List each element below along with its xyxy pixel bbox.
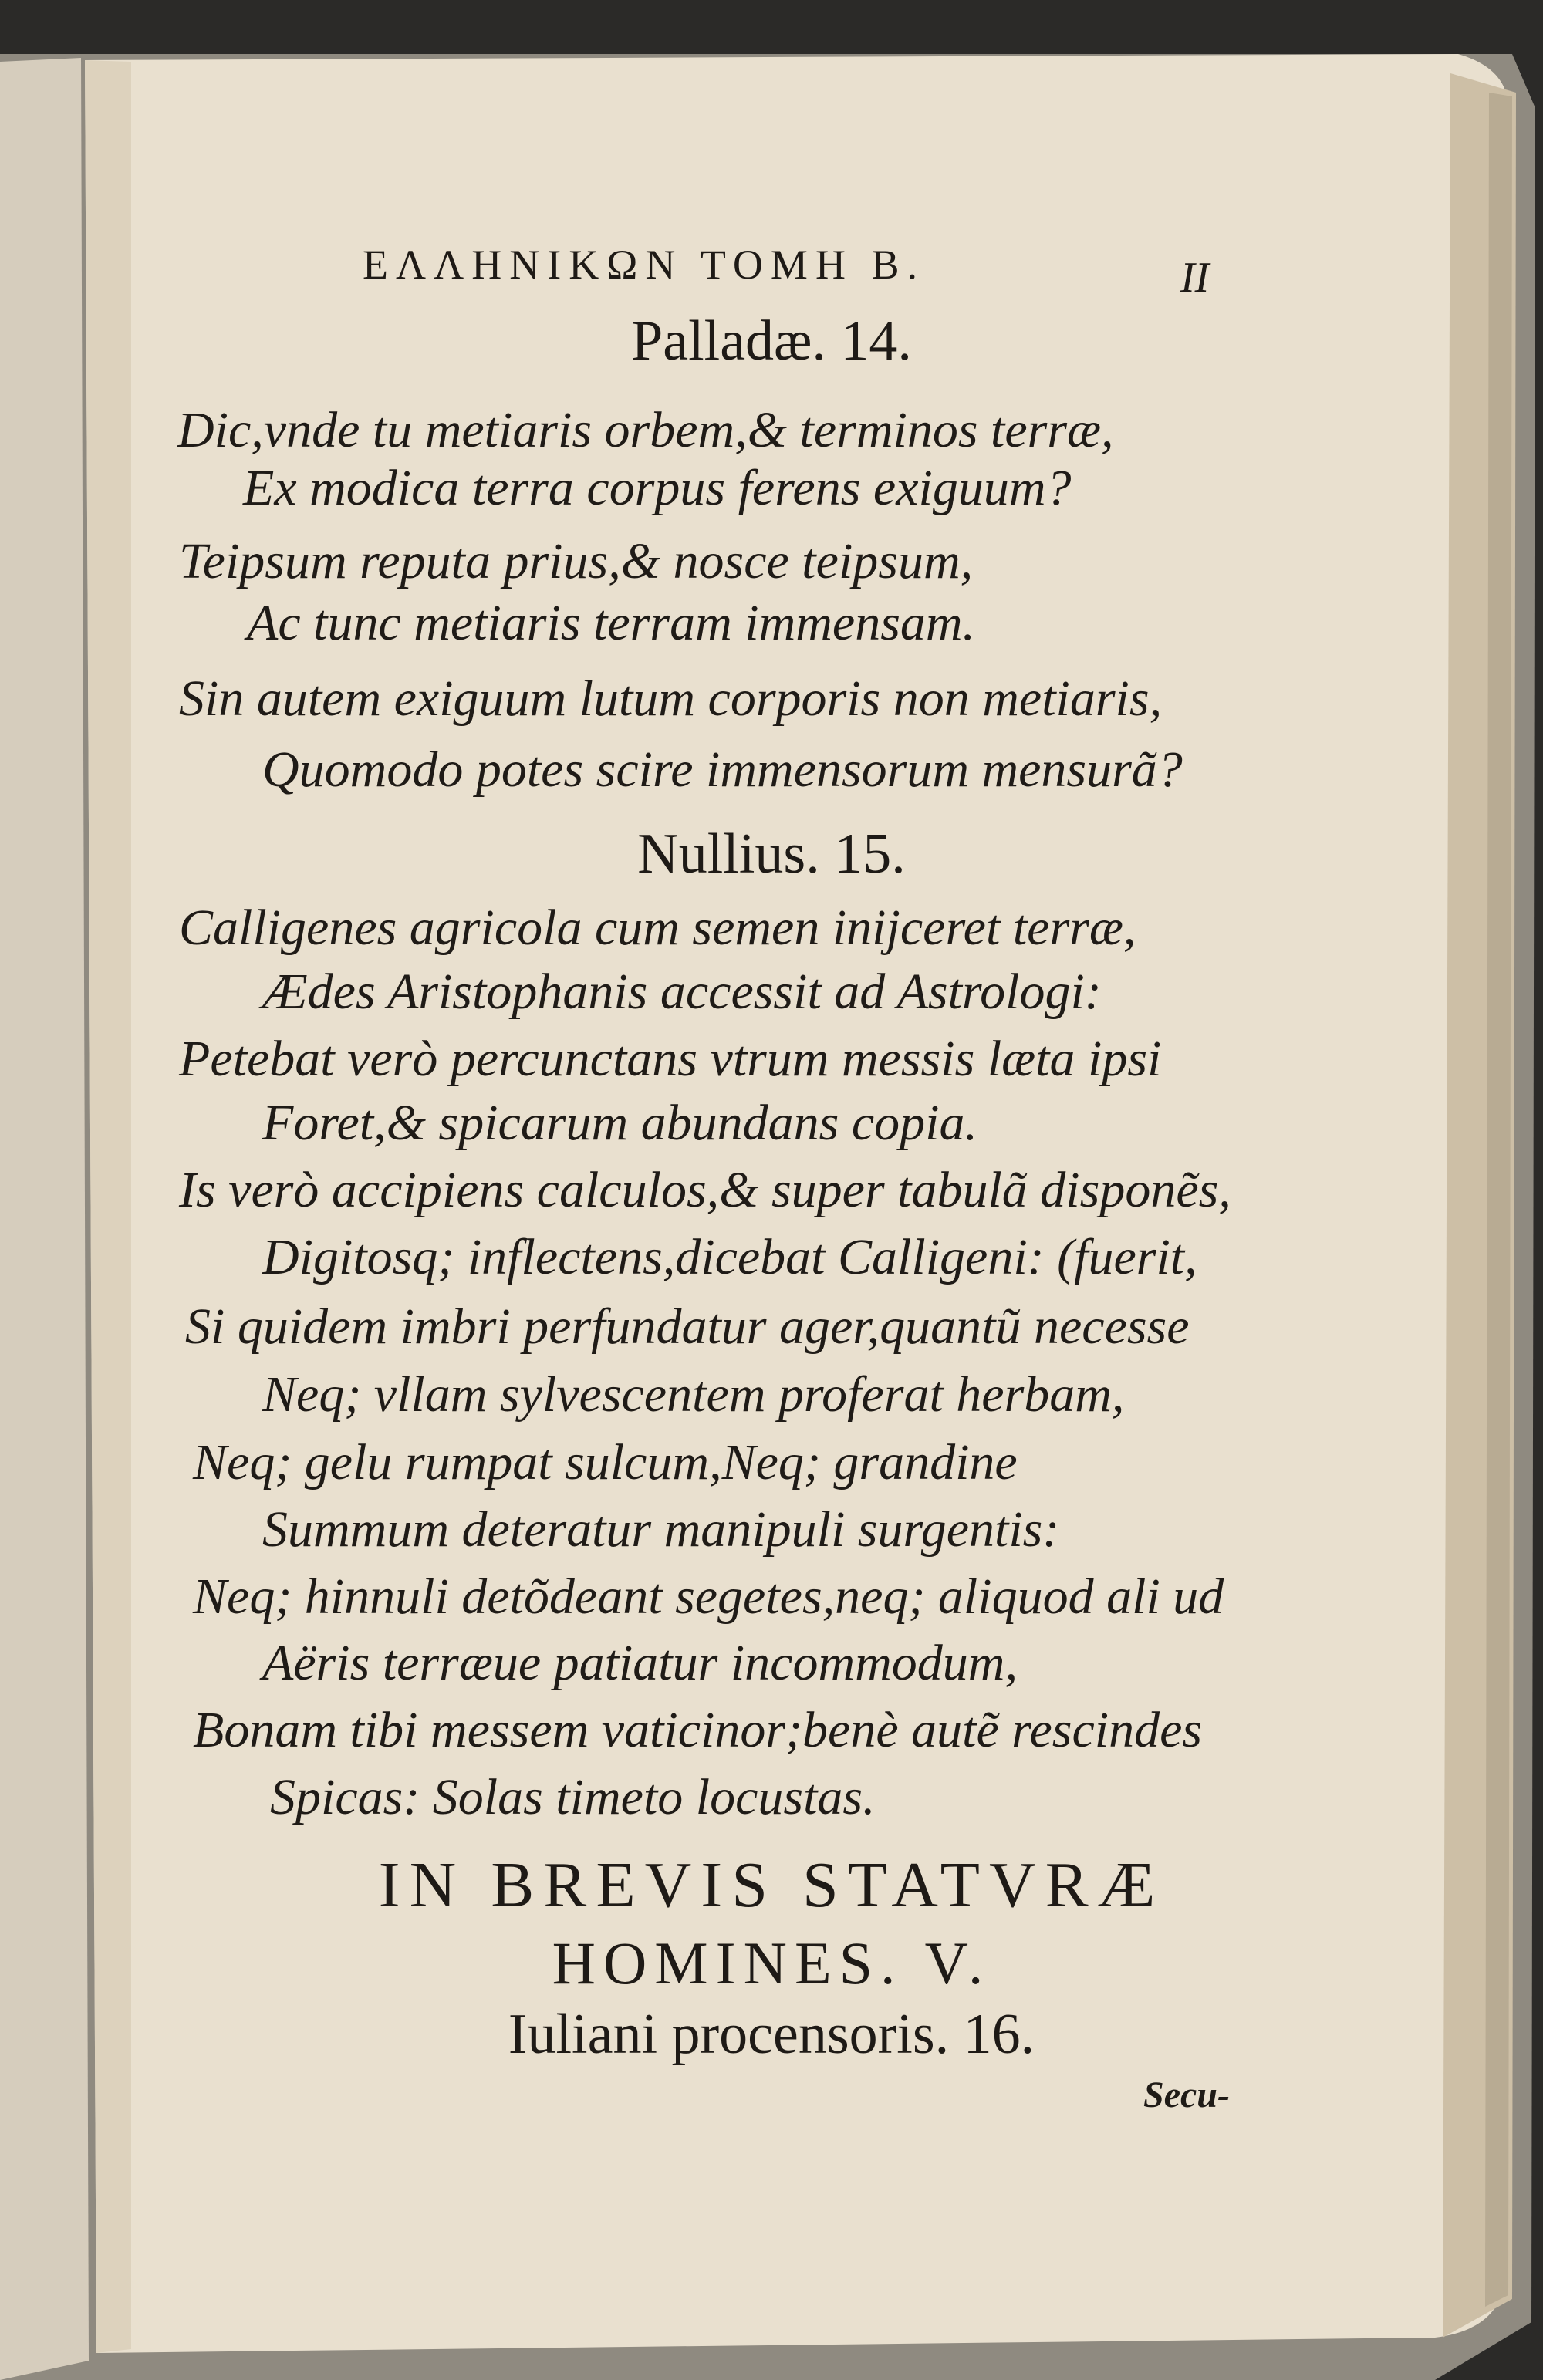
verse-line: Ac tunc metiaris terram immensam. [247,595,976,651]
verse-line: Neq; hinnuli detõdeant segetes,neq; aliquod ali ud [193,1568,1224,1625]
poem-heading: Iuliani procensoris. 16. [508,2003,1035,2066]
verse-line: Spicas: Solas timeto locustas. [270,1769,876,1825]
catchword: Secu- [1143,2074,1230,2115]
page-number: II [1180,254,1210,302]
verse-line: Neq; gelu rumpat sulcum,Neq; grandine [193,1434,1018,1490]
verse-line: Is verò accipiens calculos,& super tabulã disponẽs, [179,1162,1231,1218]
verse-line: Ex modica terra corpus ferens exiguum? [243,460,1072,516]
verse-line: Aëris terræue patiatur incommodum, [262,1635,1018,1691]
verse-line: Si quidem imbri perfundatur ager,quantũ necesse [185,1298,1190,1355]
verse-line: Sin autem exiguum lutum corporis non metiaris, [179,670,1163,727]
verse-line: Dic,vnde tu metiaris orbem,& terminos terræ, [177,402,1114,458]
verse-line: Digitosq; inflectens,dicebat Calligeni: (fuerit, [262,1229,1197,1285]
verse-line: Ædes Aristophanis accessit ad Astrologi: [262,964,1102,1020]
section-title: IN BREVIS STATVRÆ [378,1849,1165,1921]
verse-line: Bonam tibi messem vaticinor;benè autẽ rescindes [193,1702,1203,1758]
running-head: ΕΛΛΗΝΙΚΩΝ ΤΟΜΗ Β. [363,241,925,288]
verse-line: Quomodo potes scire immensorum mensurã? [262,741,1183,798]
poem-heading: Nullius. 15. [637,822,906,886]
poem-heading: Palladæ. 14. [631,309,912,373]
verse-line: Summum deteratur manipuli surgentis: [262,1501,1060,1558]
verse-line: Teipsum reputa prius,& nosce teipsum, [179,533,974,589]
verse-line: Neq; vllam sylvescentem proferat herbam, [262,1366,1125,1423]
verse-line: Petebat verò percunctans vtrum messis læta ipsi [179,1031,1162,1087]
section-subtitle: HOMINES. V. [552,1929,991,1997]
verse-line: Calligenes agricola cum semen inijceret terræ, [179,900,1136,956]
verse-line: Foret,& spicarum abundans copia. [262,1095,977,1151]
